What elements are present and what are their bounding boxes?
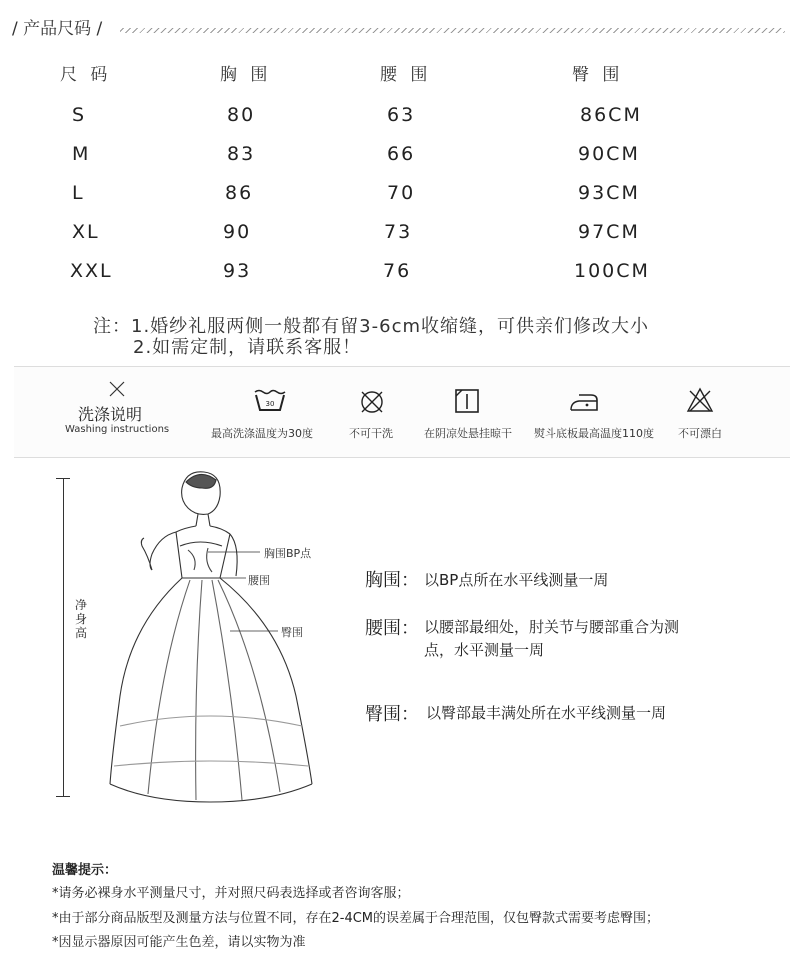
- care-subtitle: Washing instructions: [65, 424, 170, 435]
- bust-measure-title: 胸围：: [365, 570, 419, 591]
- column-header-waist: 腰 围: [380, 65, 432, 85]
- tip-item: *因显示器原因可能产生色差，请以实物为准: [52, 935, 306, 950]
- waist-measure-desc-1: 以腰部最细处，肘关节与腰部重合为测: [424, 618, 680, 636]
- care-label-dryclean: 不可干洗: [349, 427, 393, 440]
- hip-measure-desc: 以臀部最丰满处所在水平线测量一周: [426, 704, 667, 722]
- note-line-2: 2.如需定制，请联系客服！: [133, 337, 362, 358]
- bust-point-label: 胸围BP点: [264, 547, 312, 560]
- table-cell: M: [72, 143, 91, 165]
- bust-measure-desc: 以BP点所在水平线测量一周: [424, 571, 609, 589]
- table-cell: 90CM: [578, 143, 640, 165]
- title-divider: [120, 28, 785, 33]
- care-label-wash: 最高洗涤温度为30度: [211, 427, 313, 440]
- tip-item: *请务必裸身水平测量尺寸，并对照尺码表选择或者咨询客服；: [52, 886, 410, 901]
- table-cell: 90: [223, 221, 252, 243]
- iron-110-icon: [567, 390, 601, 418]
- waist-measure-title: 腰围：: [365, 618, 419, 639]
- no-bleach-icon: [686, 387, 714, 417]
- table-cell: 66: [387, 143, 416, 165]
- table-cell: 86CM: [580, 104, 642, 126]
- table-cell: XL: [72, 221, 100, 243]
- column-header-size: 尺 码: [60, 65, 112, 85]
- table-cell: 76: [383, 260, 412, 282]
- tip-item: *由于部分商品版型及测量方法与位置不同，存在2-4CM的误差属于合理范围，仅包臀款式需要考虑臀围；: [52, 911, 660, 926]
- table-cell: 86: [225, 182, 254, 204]
- table-cell: XXL: [70, 260, 113, 282]
- note-line-1: 注：1.婚纱礼服两侧一般都有留3-6cm收缩缝，可供亲们修改大小: [93, 316, 650, 337]
- column-header-hip: 臀 围: [572, 65, 624, 85]
- x-mark-icon: [108, 380, 126, 402]
- tips-title: 温馨提示：: [52, 863, 118, 878]
- hip-measure-title: 臀围：: [365, 704, 419, 725]
- care-title: 洗涤说明: [78, 405, 143, 424]
- hip-point-label: 臀围: [281, 626, 303, 639]
- no-dry-clean-icon: [359, 389, 385, 419]
- care-label-iron: 熨斗底板最高温度110度: [534, 427, 654, 440]
- height-label: 净 身 高: [74, 598, 87, 640]
- table-cell: 83: [227, 143, 256, 165]
- table-cell: 63: [387, 104, 416, 126]
- hang-dry-shade-icon: [454, 388, 480, 418]
- table-cell: 80: [227, 104, 256, 126]
- table-cell: 97CM: [578, 221, 640, 243]
- table-cell: 93: [223, 260, 252, 282]
- section-title: / 产品尺码 /: [12, 19, 103, 39]
- table-cell: 73: [384, 221, 413, 243]
- care-label-hangdry: 在阴凉处悬挂晾干: [424, 427, 512, 440]
- wash-temp-text: 30: [265, 400, 275, 408]
- table-cell: 70: [387, 182, 416, 204]
- waist-point-label: 腰围: [248, 574, 270, 587]
- care-label-bleach: 不可漂白: [678, 427, 722, 440]
- table-cell: L: [72, 182, 85, 204]
- table-cell: 100CM: [574, 260, 650, 282]
- waist-measure-desc-2: 点，水平测量一周: [424, 641, 545, 659]
- column-header-bust: 胸 围: [220, 65, 272, 85]
- table-cell: 93CM: [578, 182, 640, 204]
- table-cell: S: [72, 104, 87, 126]
- wedding-dress-illustration: [90, 466, 330, 815]
- wash-30-icon: [253, 388, 287, 416]
